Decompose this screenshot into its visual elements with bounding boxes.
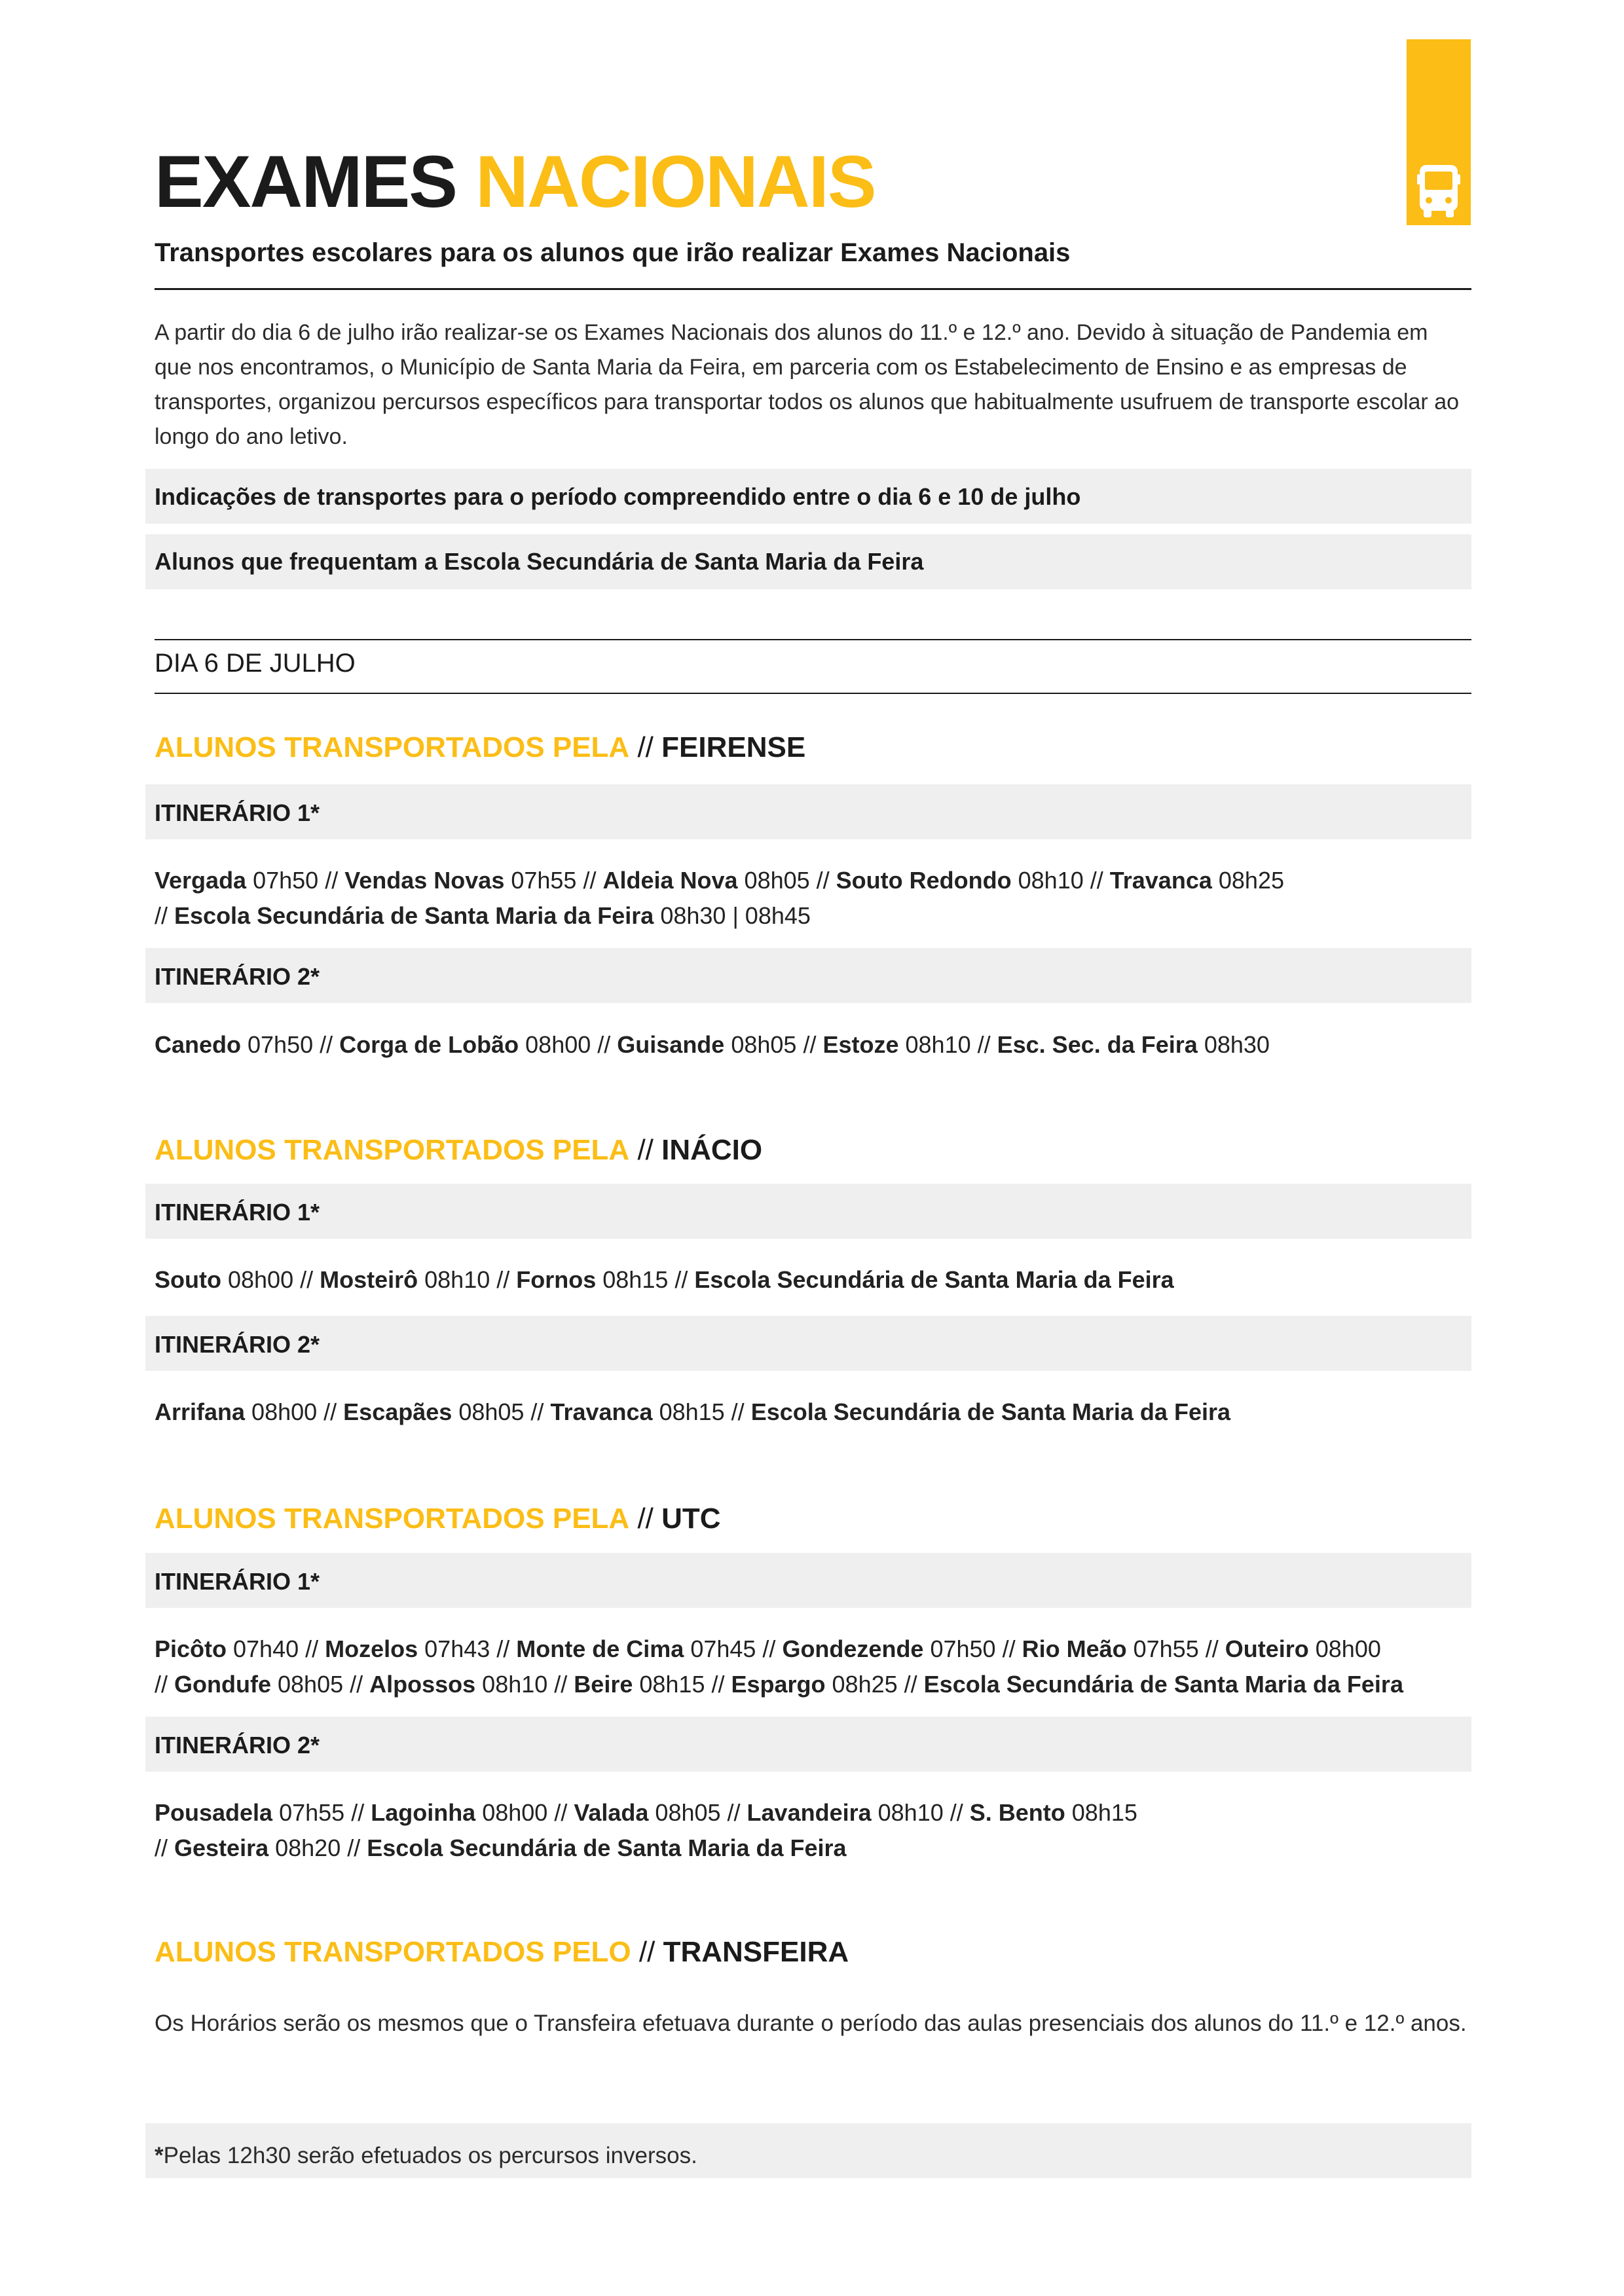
stop-time: 08h10 <box>898 1031 971 1058</box>
stop-time: 07h55 <box>1126 1635 1199 1662</box>
section-prefix: ALUNOS TRANSPORTADOS PELA <box>155 1503 630 1535</box>
stop-name: Canedo <box>155 1031 242 1058</box>
page-title <box>155 141 876 223</box>
itinerary-band <box>145 1316 1471 1371</box>
stop-time: 08h10 <box>475 1671 548 1698</box>
stop-time: 08h05 <box>648 1799 721 1826</box>
day-divider-bottom <box>155 693 1471 694</box>
route-inacio-2 <box>155 1394 1471 1430</box>
route-line: Arrifana 08h00 // Escapães 08h05 // Travanca 08h15 // Escola Secundária de Santa Maria da Feira <box>155 1398 1230 1425</box>
itinerary-band <box>145 1184 1471 1239</box>
stop-name: Escola Secundária de Santa Maria da Feira <box>174 902 654 929</box>
period-band <box>145 469 1471 524</box>
stop-name: Souto Redondo <box>836 867 1012 894</box>
transfeira-note: Os Horários serão os mesmos que o Transfeira efetuava durante o período das aulas presenciais dos alunos do 11.º e 12.º anos. <box>155 2011 1467 2036</box>
stop-name: Mosteirô <box>320 1266 418 1293</box>
footnote-text: Pelas 12h30 serão efetuados os percursos inversos. <box>163 2143 697 2168</box>
stop-time: 07h43 <box>418 1635 490 1662</box>
stop-name: Escola Secundária de Santa Maria da Feira <box>367 1834 847 1861</box>
stop-name: Vendas Novas <box>344 867 505 894</box>
stop-time: 08h00 <box>221 1266 294 1293</box>
stop-time: 07h45 <box>684 1635 756 1662</box>
route-inacio-1 <box>155 1262 1471 1298</box>
title-dark-part: EXAMES <box>155 141 476 223</box>
itinerary-label: ITINERÁRIO 2* <box>155 1331 320 1358</box>
stop-name: Rio Meão <box>1022 1635 1127 1662</box>
day-heading: DIA 6 DE JULHO <box>155 649 356 678</box>
stop-name: Espargo <box>731 1671 826 1698</box>
section-company: FEIRENSE <box>661 731 806 763</box>
route-utc-1 <box>155 1631 1471 1702</box>
title-accent-part: NACIONAIS <box>475 141 876 223</box>
section-prefix: ALUNOS TRANSPORTADOS PELA <box>155 1134 630 1166</box>
stop-name: Esc. Sec. da Feira <box>997 1031 1198 1058</box>
stop-time: 08h25 <box>825 1671 898 1698</box>
section-separator: // <box>629 1134 662 1166</box>
itinerary-band <box>145 1717 1471 1772</box>
stop-time: 08h05 <box>724 1031 797 1058</box>
route-feirense-1 <box>155 863 1471 934</box>
section-prefix: ALUNOS TRANSPORTADOS PELA <box>155 731 630 763</box>
stop-time: 08h00 <box>245 1398 318 1425</box>
section-heading-inacio <box>155 1136 762 1165</box>
period-band-text: Indicações de transportes para o período compreendido entre o dia 6 e 10 de julho <box>155 483 1081 510</box>
stop-name: Fornos <box>516 1266 597 1293</box>
stop-time: 08h10 <box>871 1799 944 1826</box>
header-divider <box>155 288 1471 290</box>
footnote <box>155 2144 697 2167</box>
stop-name: Guisande <box>617 1031 725 1058</box>
stop-time: 08h10 <box>1011 867 1084 894</box>
itinerary-band <box>145 1553 1471 1608</box>
stop-time: 08h00 <box>519 1031 591 1058</box>
stop-time: 08h15 <box>652 1398 725 1425</box>
stop-name: Travanca <box>1109 867 1212 894</box>
footnote-star: * <box>155 2143 164 2168</box>
stop-time: 07h50 <box>246 867 319 894</box>
route-line: // Escola Secundária de Santa Maria da Feira 08h30 | 08h45 <box>155 902 811 929</box>
route-feirense-2 <box>155 1027 1471 1063</box>
stop-name: Travanca <box>550 1398 653 1425</box>
route-line: Picôto 07h40 // Mozelos 07h43 // Monte de Cima 07h45 // Gondezende 07h50 // Rio Meão 07h55 // Outeiro 08h00 <box>155 1635 1381 1662</box>
stop-time: 08h05 <box>271 1671 344 1698</box>
stop-time: 08h15 <box>596 1266 669 1293</box>
stop-time: 08h30 <box>1197 1031 1270 1058</box>
itinerary-label: ITINERÁRIO 1* <box>155 1568 320 1595</box>
section-separator: // <box>629 731 662 763</box>
section-heading-utc <box>155 1504 721 1533</box>
stop-name: Escola Secundária de Santa Maria da Feira <box>750 1398 1230 1425</box>
itinerary-label: ITINERÁRIO 2* <box>155 963 320 990</box>
stop-name: Mozelos <box>325 1635 418 1662</box>
route-utc-2 <box>155 1795 1471 1866</box>
stop-name: Gesteira <box>174 1834 269 1861</box>
stop-time: 08h15 <box>1065 1799 1137 1826</box>
stop-time: 07h40 <box>227 1635 299 1662</box>
stop-time: 07h50 <box>241 1031 314 1058</box>
itinerary-label: ITINERÁRIO 1* <box>155 1199 320 1226</box>
bus-badge <box>1407 39 1471 225</box>
stop-time: 08h10 <box>418 1266 490 1293</box>
section-company: INÁCIO <box>661 1134 763 1166</box>
stop-time: 08h20 <box>268 1834 341 1861</box>
itinerary-band <box>145 784 1471 839</box>
stop-name: Vergada <box>155 867 247 894</box>
section-company: UTC <box>661 1503 721 1535</box>
stop-name: Aldeia Nova <box>602 867 738 894</box>
route-line: Souto 08h00 // Mosteirô 08h10 // Fornos 08h15 // Escola Secundária de Santa Maria da Feira <box>155 1266 1174 1293</box>
route-line: Vergada 07h50 // Vendas Novas 07h55 // Aldeia Nova 08h05 // Souto Redondo 08h10 // Travanca 08h25 <box>155 867 1284 894</box>
stop-name: Arrifana <box>155 1398 246 1425</box>
stop-name: Monte de Cima <box>516 1635 684 1662</box>
section-prefix: ALUNOS TRANSPORTADOS PELO <box>155 1936 631 1968</box>
itinerary-band <box>145 948 1471 1003</box>
day-divider-top <box>155 639 1471 640</box>
stop-name: Outeiro <box>1225 1635 1309 1662</box>
stop-name: Escapães <box>343 1398 452 1425</box>
stop-name: Souto <box>155 1266 221 1293</box>
itinerary-label: ITINERÁRIO 1* <box>155 799 320 826</box>
section-heading-transfeira <box>155 1938 849 1967</box>
route-line: Canedo 07h50 // Corga de Lobão 08h00 // Guisande 08h05 // Estoze 08h10 // Esc. Sec. da Feira 08h30 <box>155 1031 1270 1058</box>
stop-time: 08h30 | 08h45 <box>654 902 811 929</box>
itinerary-label: ITINERÁRIO 2* <box>155 1732 320 1758</box>
stop-time: 07h50 <box>923 1635 996 1662</box>
stop-name: Gondezende <box>782 1635 924 1662</box>
stop-name: Valada <box>574 1799 649 1826</box>
stop-name: Beire <box>574 1671 633 1698</box>
stop-time: 08h15 <box>633 1671 705 1698</box>
section-separator: // <box>631 1936 663 1968</box>
route-line: Pousadela 07h55 // Lagoinha 08h00 // Valada 08h05 // Lavandeira 08h10 // S. Bento 08h15 <box>155 1799 1137 1826</box>
stop-time: 08h00 <box>1308 1635 1381 1662</box>
route-line: // Gondufe 08h05 // Alpossos 08h10 // Beire 08h15 // Espargo 08h25 // Escola Secundária de Santa Maria da Feira <box>155 1671 1403 1698</box>
stop-name: Gondufe <box>174 1671 271 1698</box>
bus-icon <box>1417 164 1460 219</box>
stop-name: Escola Secundária de Santa Maria da Feira <box>923 1671 1403 1698</box>
stop-name: Alpossos <box>369 1671 476 1698</box>
stop-name: Estoze <box>822 1031 899 1058</box>
stop-time: 07h55 <box>504 867 577 894</box>
stop-time: 08h05 <box>737 867 810 894</box>
section-heading-feirense <box>155 733 805 762</box>
school-band <box>145 534 1471 589</box>
section-company: TRANSFEIRA <box>663 1936 849 1968</box>
stop-time: 08h25 <box>1211 867 1284 894</box>
stop-name: Escola Secundária de Santa Maria da Feira <box>694 1266 1174 1293</box>
stop-name: Pousadela <box>155 1799 273 1826</box>
route-line: // Gesteira 08h20 // Escola Secundária de Santa Maria da Feira <box>155 1834 847 1861</box>
page-subtitle: Transportes escolares para os alunos que irão realizar Exames Nacionais <box>155 238 1071 267</box>
school-band-text: Alunos que frequentam a Escola Secundária de Santa Maria da Feira <box>155 548 924 575</box>
stop-name: Lavandeira <box>747 1799 872 1826</box>
section-separator: // <box>629 1503 662 1535</box>
stop-name: S. Bento <box>969 1799 1065 1826</box>
stop-name: Lagoinha <box>371 1799 476 1826</box>
stop-time: 08h05 <box>452 1398 525 1425</box>
stop-name: Picôto <box>155 1635 227 1662</box>
intro-paragraph: A partir do dia 6 de julho irão realizar-se os Exames Nacionais dos alunos do 11.º e 12.º ano. Devido à situação de Pandemia em que nos encontramos, o Município de Santa Maria da Feira, em parceria com os Estabelecimento de Ensino e as empresas de transportes, organizou percursos específicos para transportar todos os alunos que habitualmente usufruem de transporte escolar ao longo do ano letivo. <box>155 320 1460 449</box>
stop-time: 08h00 <box>475 1799 548 1826</box>
stop-name: Corga de Lobão <box>339 1031 519 1058</box>
stop-time: 07h55 <box>272 1799 345 1826</box>
